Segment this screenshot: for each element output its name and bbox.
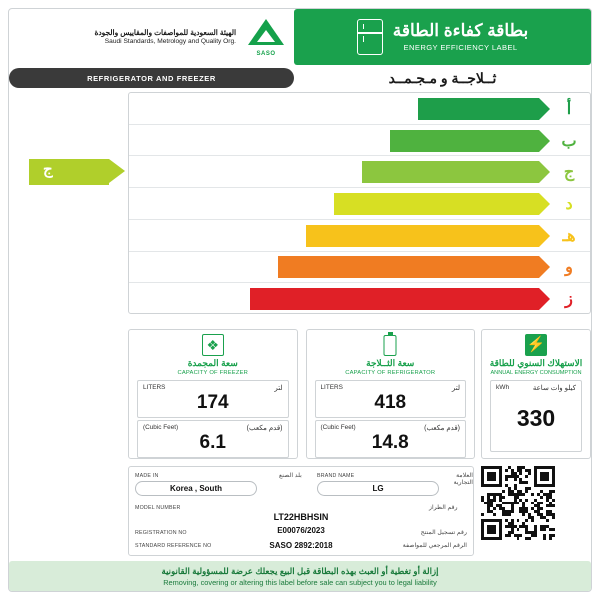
energy-unit-ar: كيلو وات ساعة <box>532 385 576 392</box>
grade-row <box>129 220 590 252</box>
model-value: LT22HBHSIN <box>273 512 329 522</box>
standard-label-en: STANDARD REFERENCE NO <box>135 543 212 549</box>
standard-value: SASO 2892:2018 <box>269 541 333 550</box>
grade-rows <box>129 93 590 313</box>
grade-row <box>129 283 590 315</box>
grade-row <box>129 156 590 188</box>
freezer-liters-unit-en: LITERS <box>143 384 166 391</box>
freezer-title-en: CAPACITY OF FREEZER <box>177 370 249 376</box>
freezer-title-ar: سعة المجمدة <box>187 358 238 368</box>
capacity-section <box>128 329 475 459</box>
authority-name-en: Saudi Standards, Metrology and Quality Org. <box>104 38 236 45</box>
refrigerator-capacity-box <box>306 329 476 459</box>
model-label-ar: رقم الطراز <box>429 504 458 511</box>
header-title-ar: بطاقة كفاءة الطاقة <box>392 21 529 41</box>
grade-bar <box>334 193 550 215</box>
refrigerator-cubic-unit-ar: (قدم مكعب) <box>424 425 460 432</box>
grade-bar <box>250 288 550 310</box>
standard-label-ar: الرقم المرجعي للمواصفة <box>402 542 467 549</box>
model-label-en: MODEL NUMBER <box>135 505 181 511</box>
bottle-icon <box>384 335 397 356</box>
saso-logo-text: SASO <box>256 51 276 57</box>
grade-letter: ب <box>561 132 577 150</box>
freezer-capacity-box <box>128 329 298 459</box>
qr-code[interactable] <box>481 466 555 540</box>
header-titles <box>393 22 529 52</box>
brand-label-ar: العلامة التجارية <box>453 472 473 486</box>
refrigerator-title-en: CAPACITY OF REFRIGERATOR <box>345 370 436 376</box>
authority-text <box>95 28 236 46</box>
freezer-cubic-unit-ar: (قدم مكعب) <box>246 425 283 432</box>
grade-letter: هـ <box>562 227 576 245</box>
product-info-panel <box>128 466 474 556</box>
refrigerator-liters-unit-ar: لتر <box>451 385 460 392</box>
registration-label-en: REGISTRATION NO <box>135 530 187 536</box>
header-title-en: ENERGY EFFICIENCY LABEL <box>403 42 518 52</box>
refrigerator-liters-value: 418 <box>374 392 407 413</box>
lightning-bolt-icon: ⚡ <box>525 334 547 356</box>
appliance-type-en: REFRIGERATOR AND FREEZER <box>9 68 294 88</box>
header-title-banner <box>294 9 591 65</box>
grade-letter: ج <box>563 164 575 182</box>
freezer-liters-value: 174 <box>196 392 229 413</box>
energy-value: 330 <box>516 405 556 431</box>
grade-letter: أ <box>566 100 572 118</box>
grade-row <box>129 252 590 284</box>
energy-title-en: ANNUAL ENERGY CONSUMPTION <box>490 370 582 376</box>
label-header <box>9 9 591 65</box>
refrigerator-cubic-value: 14.8 <box>371 432 409 453</box>
grade-bar <box>362 161 550 183</box>
footer-text-ar: إزالة أو تغطية أو العبث بهذه البطاقة قبل البيع يجعلك عرضة للمسؤولية القانونية <box>161 565 439 576</box>
registration-value: E00076/2023 <box>277 526 325 535</box>
freezer-cubic-value: 6.1 <box>199 432 226 453</box>
grade-row <box>129 188 590 220</box>
grade-bar <box>418 98 550 120</box>
freezer-cubic-unit-en: (Cubic Feet) <box>143 424 179 431</box>
legal-footer <box>9 561 591 591</box>
refrigerator-liters-unit-en: LITERS <box>320 384 343 391</box>
freezer-liters-unit-ar: لتر <box>274 385 283 392</box>
refrigerator-title-ar: سعة الثــلاجة <box>366 358 415 368</box>
energy-unit-en: kWh <box>496 384 510 391</box>
annual-energy-box <box>481 329 591 459</box>
authority-name-ar: الهيئة السعودية للمواصفات والمقاييس والجودة <box>94 27 236 37</box>
brand-label-en: BRAND NAME <box>317 473 355 479</box>
grade-bar <box>306 225 550 247</box>
registration-label-ar: رقم تسجيل المنتج <box>420 529 467 536</box>
appliance-type-row <box>9 68 591 88</box>
efficiency-grade-chart <box>43 92 591 314</box>
country-value: Korea , South <box>135 481 257 496</box>
freezer-cubic-box <box>137 420 289 458</box>
grade-bar <box>390 130 550 152</box>
refrigerator-cubic-unit-en: (Cubic Feet) <box>320 424 356 431</box>
grade-letter: ز <box>565 291 573 309</box>
footer-text-en: Removing, covering or altering this label before sale can subject you to legal liability <box>163 577 437 587</box>
info-row-country-brand <box>129 471 473 501</box>
country-label-en: MADE IN <box>135 473 159 479</box>
grade-letter: و <box>565 259 573 277</box>
snowflake-fan-icon: ❖ <box>202 334 224 356</box>
selected-grade-letter: ج <box>43 161 53 179</box>
saso-logo-icon <box>244 17 288 57</box>
refrigerator-liters-box <box>315 380 467 418</box>
grade-row <box>129 125 590 157</box>
refrigerator-icon <box>357 19 383 55</box>
energy-title-ar: الاستهلاك السنوي للطاقة <box>489 358 583 368</box>
grade-row <box>129 93 590 125</box>
appliance-type-ar: ثــلاجــة و مـجـمــد <box>388 69 497 86</box>
refrigerator-cubic-box <box>315 420 467 458</box>
energy-value-box <box>490 380 582 452</box>
brand-value: LG <box>317 481 439 496</box>
grade-letter: د <box>565 195 573 213</box>
country-label-ar: بلد الصنع <box>279 472 302 479</box>
grade-bar <box>278 256 550 278</box>
selected-grade-pointer <box>29 156 125 188</box>
authority-block <box>9 9 294 65</box>
freezer-liters-box <box>137 380 289 418</box>
